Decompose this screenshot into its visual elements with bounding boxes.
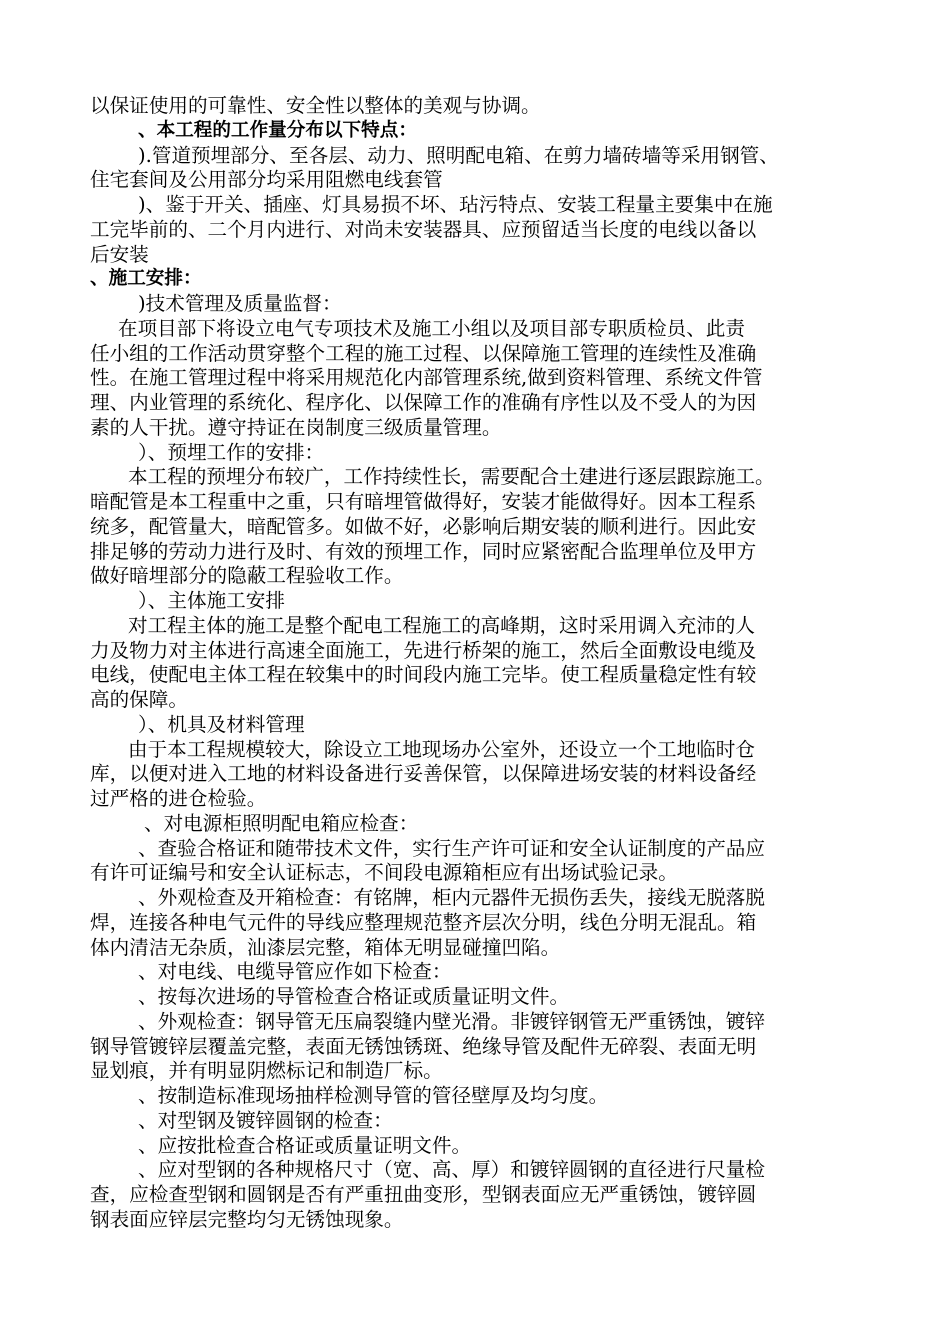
paragraph-line: 高的保障。 [90,688,188,711]
paragraph-line: 、按制造标准现场抽样检测导管的管径壁厚及均匀度。 [138,1084,609,1107]
paragraph-line: 过严格的进仓检验。 [90,787,267,810]
paragraph-line: 工完毕前的、二个月内进行、对尚未安装器具、应预留适当长度的电线以备以 [90,217,757,241]
paragraph-line: 统多，配管量大，暗配管多。如做不好，必影响后期安装的顺利进行。因此安 [90,514,757,538]
paragraph-line: 查，应检查型钢和圆钢是否有严重扭曲变形，型钢表面应无严重锈蚀，镀锌圆 [90,1183,757,1206]
paragraph-line: 库，以便对进入工地的材料设备进行妥善保管，以保障进场安装的材料设备经 [90,762,757,786]
subheading-main-construction: ）、主体施工安排 [138,589,285,612]
paragraph-line: 性。在施工管理过程中将采用规范化内部管理系统,做到资料管理、系统文件管 [90,366,763,390]
paragraph-line: 住宅套间及公用部分均采用阻燃电线套管 [90,168,443,192]
paragraph-line: 电线，使配电主体工程在较集中的时间段内施工完毕。使工程质量稳定性有较 [90,663,757,687]
section-heading-construction-plan: 、施工安排： [90,268,202,290]
subheading-conduit-check: 、对电线、电缆导管应作如下检查： [138,960,452,984]
paragraph-line: 任小组的工作活动贯穿整个工程的施工过程、以保障施工管理的连续性及准确 [90,341,757,365]
paragraph-line: 由于本工程规模较大，除设立工地现场办公室外，还设立一个工地临时仓 [128,737,755,761]
document-body [90,94,890,1233]
paragraph-line: 、应按批检查合格证或质量证明文件。 [138,1133,472,1157]
paragraph-line: 在项目部下将设立电气专项技术及施工小组以及项目部专职质检员、此责 [118,316,745,340]
paragraph-line: 本工程的预埋分布较广，工作持续性长，需要配合土建进行逐层跟踪施工。 [128,465,775,489]
subheading-steel-check: 、对型钢及镀锌圆钢的检查： [138,1108,393,1132]
subheading-tech-management: )技术管理及质量监督： [138,292,342,315]
paragraph-line: 有许可证编号和安全认证标志，不间段电源箱柜应有出场试验记录。 [90,861,678,885]
paragraph-line: ).管道预埋部分、至各层、动力、照明配电箱、在剪力墙砖墙等采用钢管、 [138,143,779,167]
paragraph-line: 排足够的劳动力进行及时、有效的预埋工作，同时应紧密配合监理单位及甲方 [90,539,757,563]
paragraph-line: 显划痕，并有明显阴燃标记和制造厂标。 [90,1059,443,1083]
paragraph-line: 素的人干扰。遵守持证在岗制度三级质量管理。 [90,415,502,439]
paragraph-line: 、外观检查：钢导管无压扁裂缝内壁光滑。非镀锌钢管无严重锈蚀，镀锌 [138,1009,765,1033]
subheading-materials: ）、机具及材料管理 [138,712,305,736]
paragraph-line: 以保证使用的可靠性、安全性以整体的美观与协调。 [90,94,541,117]
paragraph-line: 、按每次进场的导管检查合格证或质量证明文件。 [138,985,570,1008]
paragraph-line: 、应对型钢的各种规格尺寸（宽、高、厚）和镀锌圆钢的直径进行尺量检 [138,1158,765,1182]
paragraph-line: 对工程主体的施工是整个配电工程施工的高峰期，这时采用调入充沛的人 [128,613,755,637]
paragraph-line: 暗配管是本工程重中之重，只有暗埋管做得好，安装才能做得好。因本工程系 [90,490,757,513]
paragraph-line: 后安装 [90,242,149,266]
paragraph-line: 做好暗埋部分的隐蔽工程验收工作。 [90,564,404,588]
paragraph-line: 钢导管镀锌层覆盖完整，表面无锈蚀锈斑、绝缘导管及配件无碎裂、表面无明 [90,1034,757,1058]
subheading-embedding: ）、预埋工作的安排： [138,440,325,464]
paragraph-line: 、外观检查及开箱检查：有铭牌，柜内元器件无损伤丢失，接线无脱落脱 [138,886,765,909]
paragraph-line: )、鉴于开关、插座、灯具易损不坏、玷污特点、安装工程量主要集中在施 [138,193,773,216]
paragraph-line: 钢表面应锌层完整均匀无锈蚀现象。 [90,1207,404,1231]
paragraph-line: 、查验合格证和随带技术文件，实行生产许可证和安全认证制度的产品应 [138,836,765,860]
section-heading-workload: 、本工程的工作量分布以下特点： [138,119,417,141]
paragraph-line: 力及物力对主体进行高速全面施工，先进行桥架的施工，然后全面敷设电缆及 [90,638,757,662]
paragraph-line: 体内清洁无杂质，汕漆层完整，箱体无明显碰撞凹陷。 [90,935,561,959]
paragraph-line: 理、内业管理的系统化、程序化、以保障工作的准确有序性以及不受人的为因 [90,391,757,414]
subheading-cabinet-check: 、对电源柜照明配电箱应检查： [144,811,419,835]
paragraph-line: 焊，连接各种电气元件的导线应整理规范整齐层次分明，线色分明无混乱。箱 [90,910,757,934]
